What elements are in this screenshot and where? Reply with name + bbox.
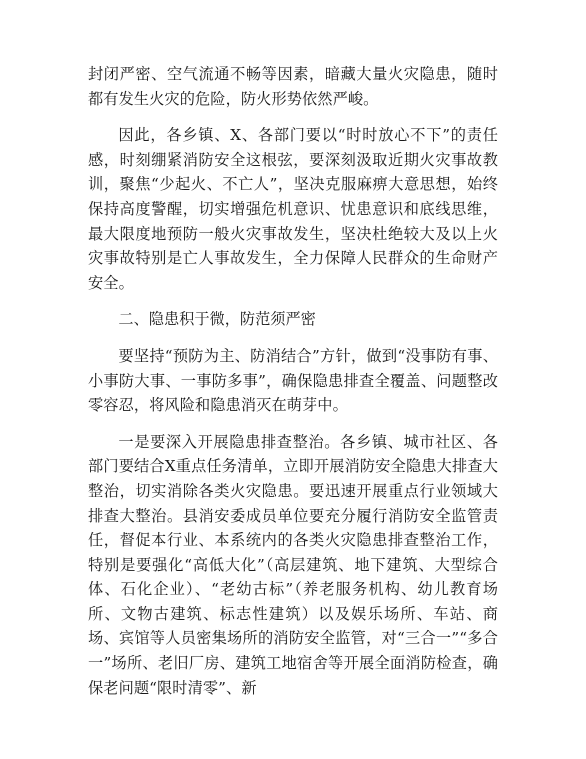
paragraph-prevention: 要坚持“预防为主、防消结合”方针，做到“没事防有事、小事防大事、一事防多事”，确保隐患排查全覆盖、问题整改零容忍，将风险和隐患消灭在萌芽中。 xyxy=(88,346,498,415)
section-heading: 二、隐患积于微，防范须严密 xyxy=(118,310,316,329)
paragraph-responsibility: 因此，各乡镇、X、各部门要以“时时放心不下”的责任感，时刻绷紧消防安全这根弦，要深刻汲取近期火灾事故教训，聚焦“少起火、不亡人”，坚决克服麻痹大意思想，始终保持高度警醒，切实增强危机意识、忧患意识和底线思维，最大限度地预防一般火灾事故发生，坚决杜绝较大及以上火灾事故特别是亡人事故发生，全力保障人民群众的生命财产安全。 xyxy=(88,126,498,292)
paragraph-continuation: 封闭严密、空气流通不畅等因素，暗藏大量火灾隐患，随时都有发生火灾的危险，防火形势依然严峻。 xyxy=(88,65,498,108)
document-page xyxy=(88,62,498,712)
paragraph-inspection: 一是要深入开展隐患排查整治。各乡镇、城市社区、各部门要结合X重点任务清单，立即开展消防安全隐患大排查大整治，切实消除各类火灾隐患。要迅速开展重点行业领域大排查大整治。县消安委成员单位要充分履行消防安全监管责任，督促本行业、本系统内的各类火灾隐患排查整治工作，特别是要强化“高低大化”（高层建筑、地下建筑、大型综合体、石化企业）、“老幼古标”（养老服务机构、幼儿教育场所、文物古建筑、标志性建筑）以及娱乐场所、车站、商场、宾馆等人员密集场所的消防安全监管，对“三合一”“多合一”场所、老旧厂房、建筑工地宿舍等开展全面消防检查，确保老问题“限时清零”、新 xyxy=(88,432,498,697)
